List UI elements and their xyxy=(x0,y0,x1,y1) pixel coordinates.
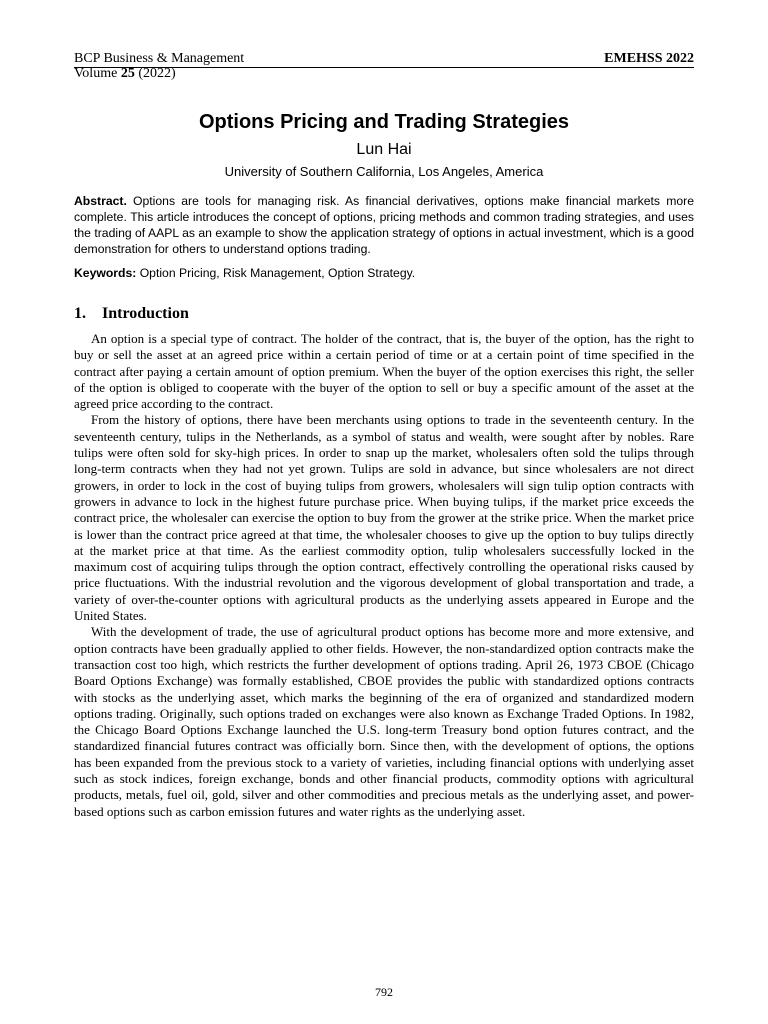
keywords xyxy=(74,265,694,281)
section-title: Introduction xyxy=(102,305,189,322)
abstract xyxy=(74,193,694,257)
abstract-text: Options are tools for managing risk. As financial derivatives, options make financial markets more complete. This article introduces the concept of options, pricing methods and common trading strategies, and uses the trading of AAPL as an example to show the application strategy of options in actual investment, which is a good demonstration for others to understand options trading. xyxy=(74,194,694,256)
running-header xyxy=(74,51,694,67)
body-text xyxy=(74,331,694,820)
volume-label: Volume xyxy=(74,66,121,81)
volume-line xyxy=(74,66,176,82)
abstract-label: Abstract. xyxy=(74,194,127,208)
author-affiliation: University of Southern California, Los Angeles, America xyxy=(224,164,544,179)
author-name: Lun Hai xyxy=(356,141,412,158)
paragraph: An option is a special type of contract. The holder of the contract, that is, the buyer of the option, has the right to buy or sell the asset at an agreed price within a certain period of time or at a certain point of time specified in the contract after paying a certain amount of option premium. When the buyer of the option exercises this right, the seller of the option is obliged to cooperate with the buyer of the option to sell or buy a specific amount of the asset at the agreed price according to the contract. xyxy=(74,331,694,412)
volume-year: (2022) xyxy=(134,66,176,81)
volume-number: 25 xyxy=(120,66,135,81)
journal-name: BCP Business & Management xyxy=(74,51,245,66)
keywords-label: Keywords: xyxy=(74,266,137,280)
section-heading xyxy=(74,304,189,324)
keywords-text: Option Pricing, Risk Management, Option Strategy. xyxy=(136,266,416,280)
conference-name: EMEHSS 2022 xyxy=(604,51,694,66)
paper-title: Options Pricing and Trading Strategies xyxy=(198,111,570,133)
paragraph: From the history of options, there have been merchants using options to trade in the seventeenth century. In the seventeenth century, tulips in the Netherlands, as a symbol of status and wealth, were sought after by nobles. Rare tulips were often sold for sky-high prices. In order to snap up the market, wholesalers often sold the tulips through long-term contracts when they had not yet grown. Tulips are sold in advance, but since wholesalers are not direct growers, in order to lock in the cost of buying tulips from growers, wholesalers will sign tulip option contracts with growers in advance to lock in the highest future purchase price. When buying tulips, if the market price exceeds the contract price, the wholesaler can exercise the option to buy from the grower at the strike price. When the market price is lower than the contract price agreed at that time, the wholesaler chooses to give up the option to buy tulips directly at the market price at that time. As the earliest commodity option, tulip wholesalers successfully locked in the maximum cost of acquiring tulips through the option contract, effectively controlling the operational risks caused by price fluctuations. With the industrial revolution and the vigorous development of global transportation and trade, a variety of over-the-counter options with agricultural products as the underlying assets appeared in Europe and the United States. xyxy=(74,412,694,624)
page-number: 792 xyxy=(375,985,393,999)
paragraph: With the development of trade, the use of agricultural product options has become more and more extensive, and option contracts have been gradually applied to other fields. However, the non-standardized option contracts make the transaction cost too high, which restricts the further development of options trading. April 26, 1973 CBOE (Chicago Board Options Exchange) was formally established, CBOE provides the public with standardized options contracts with stocks as the underlying asset, which marks the beginning of the era of organized and standardized modern options trading. Originally, such options traded on exchanges were also known as Exchange Traded Options. In 1982, the Chicago Board Options Exchange launched the U.S. long-term Treasury bond option futures contract, and the standardized financial futures contract was officially born. Since then, with the development of options, the options has been expanded from the previous stock to a variety of varieties, including financial options with underlying asset such as stock indices, foreign exchange, bonds and other financial products, commodity options with agricultural products, metals, fuel oil, gold, silver and other commodities and precious metals as the underlying asset, and power-based options such as carbon emission futures and water rights as the underlying asset. xyxy=(74,624,694,819)
section-number: 1. xyxy=(74,305,86,322)
